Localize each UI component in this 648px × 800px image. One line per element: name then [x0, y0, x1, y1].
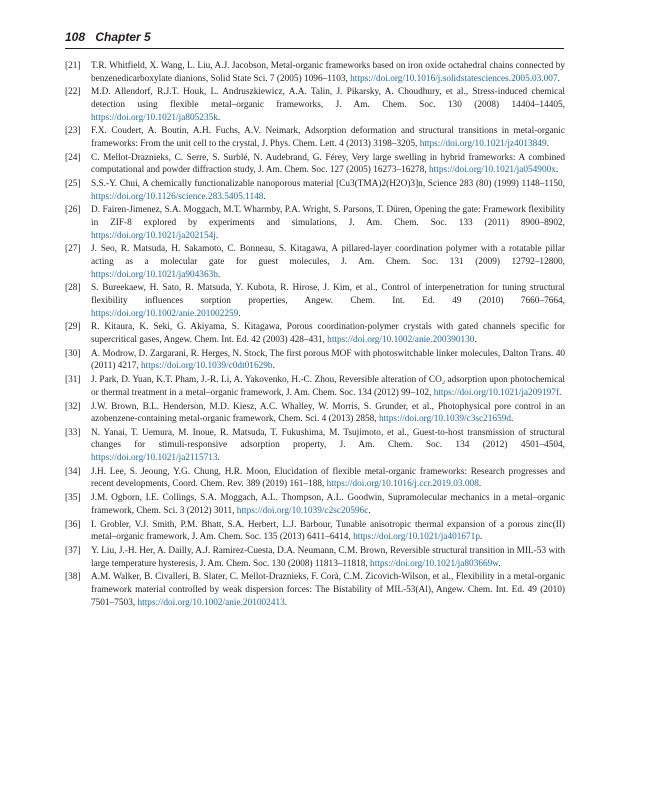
reference-end-punctuation: . [559, 387, 562, 398]
reference-doi-link[interactable]: https://doi.org/10.1039/c0dt01629b [141, 361, 273, 372]
reference-number: [27] [65, 244, 81, 255]
reference-doi-link[interactable]: https://doi.org/10.1039/c2sc20596c [236, 505, 369, 516]
chapter-title: Chapter 5 [95, 30, 151, 44]
reference-number: [25] [65, 179, 81, 190]
reference-doi-link[interactable]: https://doi.org/10.1039/c3sc21659d [378, 414, 511, 425]
reference-text: S. Bureekaew, H. Sato, R. Matsuda, Y. Kubota, R. Hirose, J. Kim, et al., Control of interpenetration for tuning structural flexibility influences sorption properties, Angew. Chem. Int. Ed. 49 (2010) 7660–7664, [91, 283, 565, 306]
header-rule [65, 48, 564, 49]
reference-item [65, 178, 565, 203]
reference-item [65, 427, 565, 465]
reference-text: D. Fairen-Jimenez, S.A. Moggach, M.T. Wharmby, P.A. Wright, S. Parsons, T. Düren, Opening the gate: Framework flexibility in ZIF-8 explored by experiments and simulations, J. Am. Chem. Soc. 133 (2011) 8900–8902, [91, 205, 565, 229]
reference-text: C. Mellot-Draznieks, C. Serre, S. Surblé, N. Audebrand, G. Férey, Very large swelling in hybrid frameworks: A combined computational and powder diffraction study, J. Am. Chem. Soc. 127 (2005) 16273–16278, [91, 152, 565, 176]
reference-number: [32] [65, 401, 81, 412]
reference-number: [31] [65, 375, 81, 386]
reference-end-punctuation: . [217, 112, 221, 123]
reference-list [65, 60, 565, 610]
reference-number: [21] [65, 61, 81, 71]
reference-end-punctuation: . [474, 334, 477, 345]
reference-number: [33] [65, 427, 81, 438]
reference-number: [35] [65, 493, 81, 504]
reference-doi-link[interactable]: https://doi.org/10.1021/ja803669w [370, 558, 499, 569]
reference-number: [23] [65, 126, 81, 137]
reference-doi-link[interactable]: https://doi.org/10.1021/ja805235k [91, 112, 218, 123]
reference-end-punctuation: . [368, 505, 371, 516]
reference-end-punctuation: . [238, 308, 241, 319]
reference-text: J. Park, D. Yuan, K.T. Pham, J.-R. Li, A. Yakovenko, H.-C. Zhou, Reversible alteration of CO₂ adsorption upon photochemical or thermal treatment in a metal–organic framework, J. Am. Chem. Soc. 134 (2012) 99–102, [91, 375, 565, 398]
reference-end-punctuation: . [217, 453, 220, 464]
reference-item [65, 152, 565, 177]
reference-text: J.M. Ogborn, I.E. Collings, S.A. Moggach, A.L. Thompson, A.L. Goodwin, Supramolecular mechanics in a metal–organic framework, Chem. Sci. 3 (2012) 3011, [91, 493, 565, 516]
reference-item [65, 492, 565, 517]
reference-item [65, 374, 565, 399]
reference-doi-link[interactable]: https://doi.org/10.1021/ja904363b [91, 269, 218, 280]
reference-text: A.M. Walker, B. Civalleri, B. Slater, C. Mellot-Draznieks, F. Corà, C.M. Zicovich-Wilson, et al., Flexibility in a metal-organic framework material controlled by weak dispersion forces: The Bistability of MIL-53(Al), Angew. Chem. Int. Ed. 49 (2010) 7501–7503, [91, 572, 565, 608]
reference-end-punctuation: . [498, 558, 501, 569]
reference-number: [24] [65, 152, 81, 163]
reference-text: J.H. Lee, S. Jeoung, Y.G. Chung, H.R. Moon, Elucidation of flexible metal-organic frameworks: Research progresses and recent developments, Coord. Chem. Rev. 389 (2019) 161–188, [91, 466, 565, 490]
reference-end-punctuation: . [217, 269, 221, 280]
reference-item [65, 401, 565, 426]
reference-item [65, 348, 565, 373]
reference-doi-link[interactable]: https://doi.org/10.1002/anie.201002259 [91, 308, 239, 319]
reference-number: [30] [65, 348, 81, 359]
reference-item [65, 60, 565, 85]
reference-text: N. Yanai, T. Uemura, M. Inoue, R. Matsuda, T. Fukushima, M. Tsujimoto, et al., Guest-to-host transmission of structural changes for stimuli-responsive adsorption property, J. Am. Chem. Soc. 134 (2012) 4501–4504, [91, 427, 565, 451]
reference-doi-link[interactable]: https://doi.org/10.1126/science.283.5405.1148 [91, 191, 264, 202]
reference-doi-link[interactable]: https://doi.org/10.1016/j.ccr.2019.03.008 [326, 479, 479, 490]
reference-text: Y. Liu, J.-H. Her, A. Dailly, A.J. Ramirez-Cuesta, D.A. Neumann, C.M. Brown, Reversible structural transition in MIL-53 with large temperature hysteresis, J. Am. Chem. Soc. 130 (2008) 11813–11818, [91, 545, 565, 569]
reference-number: [28] [65, 283, 81, 294]
reference-number: [26] [65, 205, 81, 216]
page-number: 108 [65, 30, 86, 44]
reference-end-punctuation: . [272, 361, 275, 372]
reference-number: [38] [65, 572, 81, 583]
reference-doi-link[interactable]: https://doi.org/10.1021/ja202154j [91, 230, 216, 241]
reference-end-punctuation: . [557, 73, 560, 84]
running-header [65, 30, 565, 44]
reference-text: T.R. Whitfield, X. Wang, L. Liu, A.J. Jacobson, Metal-organic frameworks based on iron oxide octahedral chains connected by benzenedicarboxylate dianions, Solid State Sci. 7 (2005) 1096–1103, [91, 61, 565, 84]
reference-item [65, 86, 565, 124]
reference-text: J. Seo, R. Matsuda, H. Sakamoto, C. Bonneau, S. Kitagawa, A pillared-layer coordination polymer with a rotatable pillar acting as a molecular gate for guest molecules, J. Am. Chem. Soc. 131 (2009) 12792–12800, [91, 244, 565, 268]
reference-item [65, 243, 565, 281]
reference-doi-link[interactable]: https://doi.org/10.1016/j.solidstatesciences.2005.03.007 [350, 73, 558, 84]
reference-doi-link[interactable]: https://doi.org/10.1021/ja401671p [353, 532, 480, 543]
reference-number: [29] [65, 322, 81, 333]
reference-item [65, 125, 565, 150]
reference-end-punctuation: . [478, 479, 482, 490]
reference-item [65, 204, 565, 242]
reference-item [65, 571, 565, 609]
reference-end-punctuation: . [263, 191, 266, 202]
reference-text: R. Kitaura, K. Seki, G. Akiyama, S. Kitagawa, Porous coordination-polymer crystals with gated channels specific for supercritical gases, Angew. Chem. Int. Ed. 42 (2003) 428–431, [91, 322, 565, 345]
reference-number: [22] [65, 87, 81, 98]
reference-item [65, 545, 565, 570]
reference-doi-link[interactable]: https://doi.org/10.1021/ja054900x [429, 165, 556, 176]
reference-doi-link[interactable]: https://doi.org/10.1002/anie.200390130 [327, 334, 475, 345]
reference-end-punctuation: . [284, 597, 288, 608]
reference-text: F.X. Coudert, A. Boutin, A.H. Fuchs, A.V. Neimark, Adsorption deformation and structural transitions in metal-organic frameworks: From the unit cell to the crystal, J. Phys. Chem. Lett. 4 (2013) 3198–3205, [91, 126, 565, 149]
reference-item [65, 321, 565, 346]
reference-end-punctuation: . [215, 230, 219, 241]
reference-item [65, 282, 565, 320]
reference-doi-link[interactable]: https://doi.org/10.1002/anie.201002413 [137, 597, 285, 608]
reference-text: I. Grobler, V.J. Smith, P.M. Bhatt, S.A. Herbert, L.J. Barbour, Tunable anisotropic thermal expansion of a porous zinc(II) metal–organic framework, J. Am. Chem. Soc. 135 (2013) 6411–6414, [91, 519, 565, 543]
reference-number: [34] [65, 466, 81, 477]
reference-text: S.S.-Y. Chui, A chemically functionalizable nanoporous material [Cu3(TMA)2(H2O)3]n, Science 283 (80) (1999) 1148–1150, [91, 179, 565, 190]
reference-end-punctuation: . [546, 138, 549, 149]
reference-doi-link[interactable]: https://doi.org/10.1021/ja2115713 [91, 453, 218, 464]
reference-text: A. Modrow, D. Zargarani, R. Herges, N. Stock, The first porous MOF with photoswitchable linker molecules, Dalton Trans. 40 (2011) 4217, [91, 348, 565, 372]
reference-item [65, 466, 565, 491]
reference-number: [36] [65, 519, 81, 530]
reference-end-punctuation: . [555, 165, 559, 176]
reference-doi-link[interactable]: https://doi.org/10.1021/ja209197f [433, 387, 560, 398]
reference-text: M.D. Allendorf, R.J.T. Houk, L. Andruszkiewicz, A.A. Talin, J. Pikarsky, A. Choudhury, et al., Stress-induced chemical detection using flexible metal–organic frameworks, J. Am. Chem. Soc. 130 (2008) 14404–14405, [91, 87, 565, 110]
reference-text: J.W. Brown, B.L. Henderson, M.D. Kiesz, A.C. Whalley, W. Morris, S. Grunder, et al., Photophysical pore control in an azobenzene-containing metal-organic framework, Chem. Sci. 4 (2013) 2858, [91, 401, 565, 425]
reference-end-punctuation: . [479, 532, 483, 543]
reference-end-punctuation: . [511, 414, 514, 425]
reference-item [65, 519, 565, 544]
reference-doi-link[interactable]: https://doi.org/10.1021/jz4013849 [419, 138, 547, 149]
reference-number: [37] [65, 545, 81, 556]
